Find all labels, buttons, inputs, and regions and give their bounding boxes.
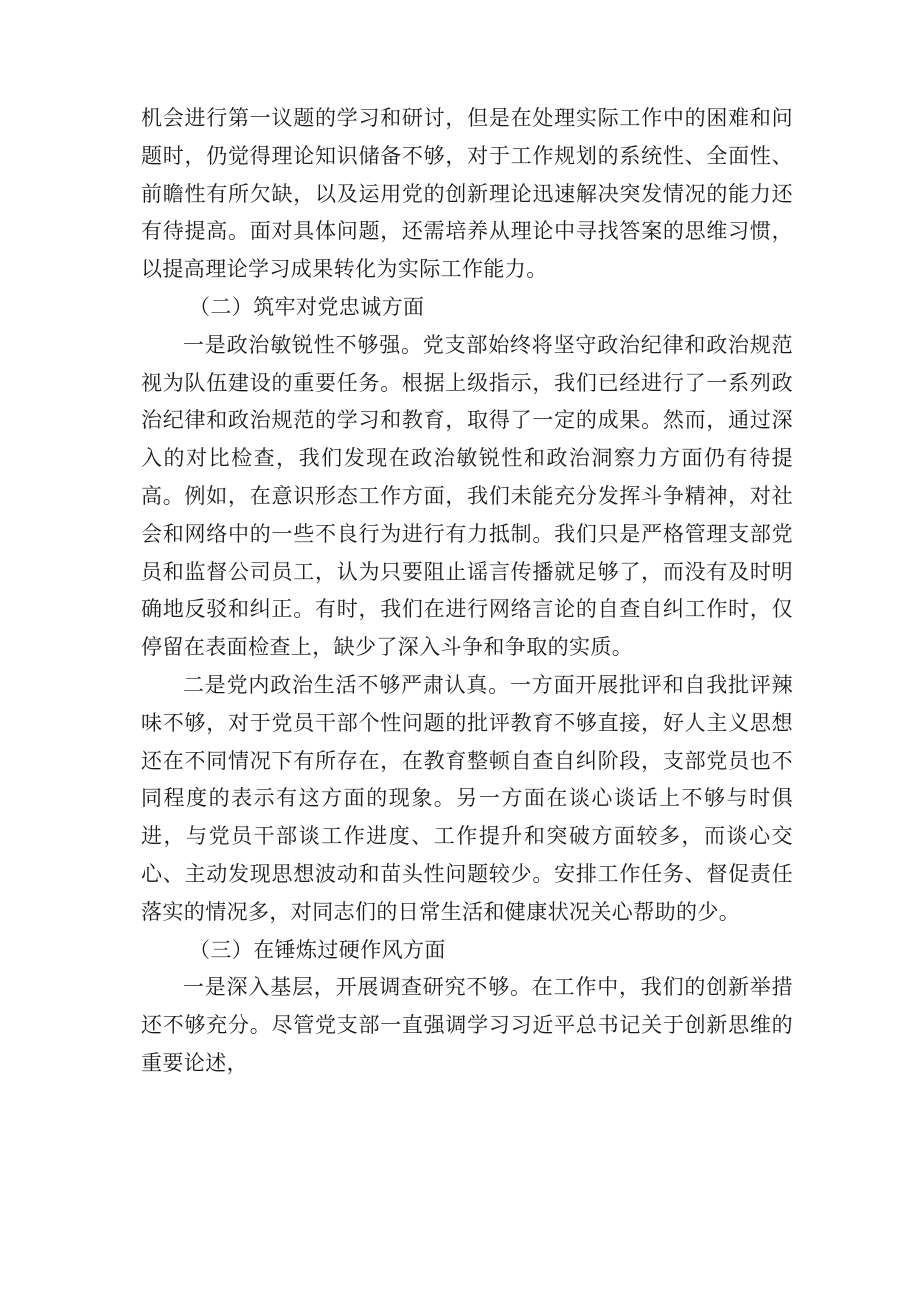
paragraph-political-sensitivity: 一是政治敏锐性不够强。党支部始终将坚守政治纪律和政治规范视为队伍建设的重要任务。根据上级指示，我们已经进行了一系列政治纪律和政治规范的学习和教育，取得了一定的成果。然而，通过深入的对比检查，我们发现在政治敏锐性和政治洞察力方面仍有待提高。例如，在意识形态工作方面，我们未能充分发挥斗争精神，对社会和网络中的一些不良行为进行有力抵制。我们只是严格管理支部党员和监督公司员工，认为只要阻止谣言传播就足够了，而没有及时明确地反驳和纠正。有时，我们在进行网络言论的自查自纠工作时，仅停留在表面检查上，缺少了深入斗争和争取的实质。 [141,332,793,660]
section-heading-work-style: （三）在锤炼过硬作风方面 [189,937,446,962]
paragraph-theory-study: 机会进行第一议题的学习和研讨，但是在处理实际工作中的困难和问题时，仍觉得理论知识储备不够，对于工作规划的系统性、全面性、前瞻性有所欠缺，以及运用党的创新理论迅速解决突发情况的能力还有待提高。面对具体问题，还需培养从理论中寻找答案的思维习惯，以提高理论学习成果转化为实际工作能力。 [141,106,793,282]
section-heading-loyalty: （二）筑牢对党忠诚方面 [189,294,425,319]
document-body [141,100,793,1083]
paragraph-party-political-life: 二是党内政治生活不够严肃认真。一方面开展批评和自我批评辣味不够，对于党员干部个性问题的批评教育不够直接，好人主义思想还在不同情况下有所存在，在教育整顿自查自纠阶段，支部党员也不同程度的表示有这方面的现象。另一方面在谈心谈话上不够与时俱进，与党员干部谈工作进度、工作提升和突破方面较多，而谈心交心、主动发现思想波动和苗头性问题较少。安排工作任务、督促责任落实的情况多，对同志们的日常生活和健康状况关心帮助的少。 [141,672,793,924]
paragraph-grassroots-research: 一是深入基层，开展调查研究不够。在工作中，我们的创新举措还不够充分。尽管党支部一直强调学习习近平总书记关于创新思维的重要论述， [141,975,793,1075]
